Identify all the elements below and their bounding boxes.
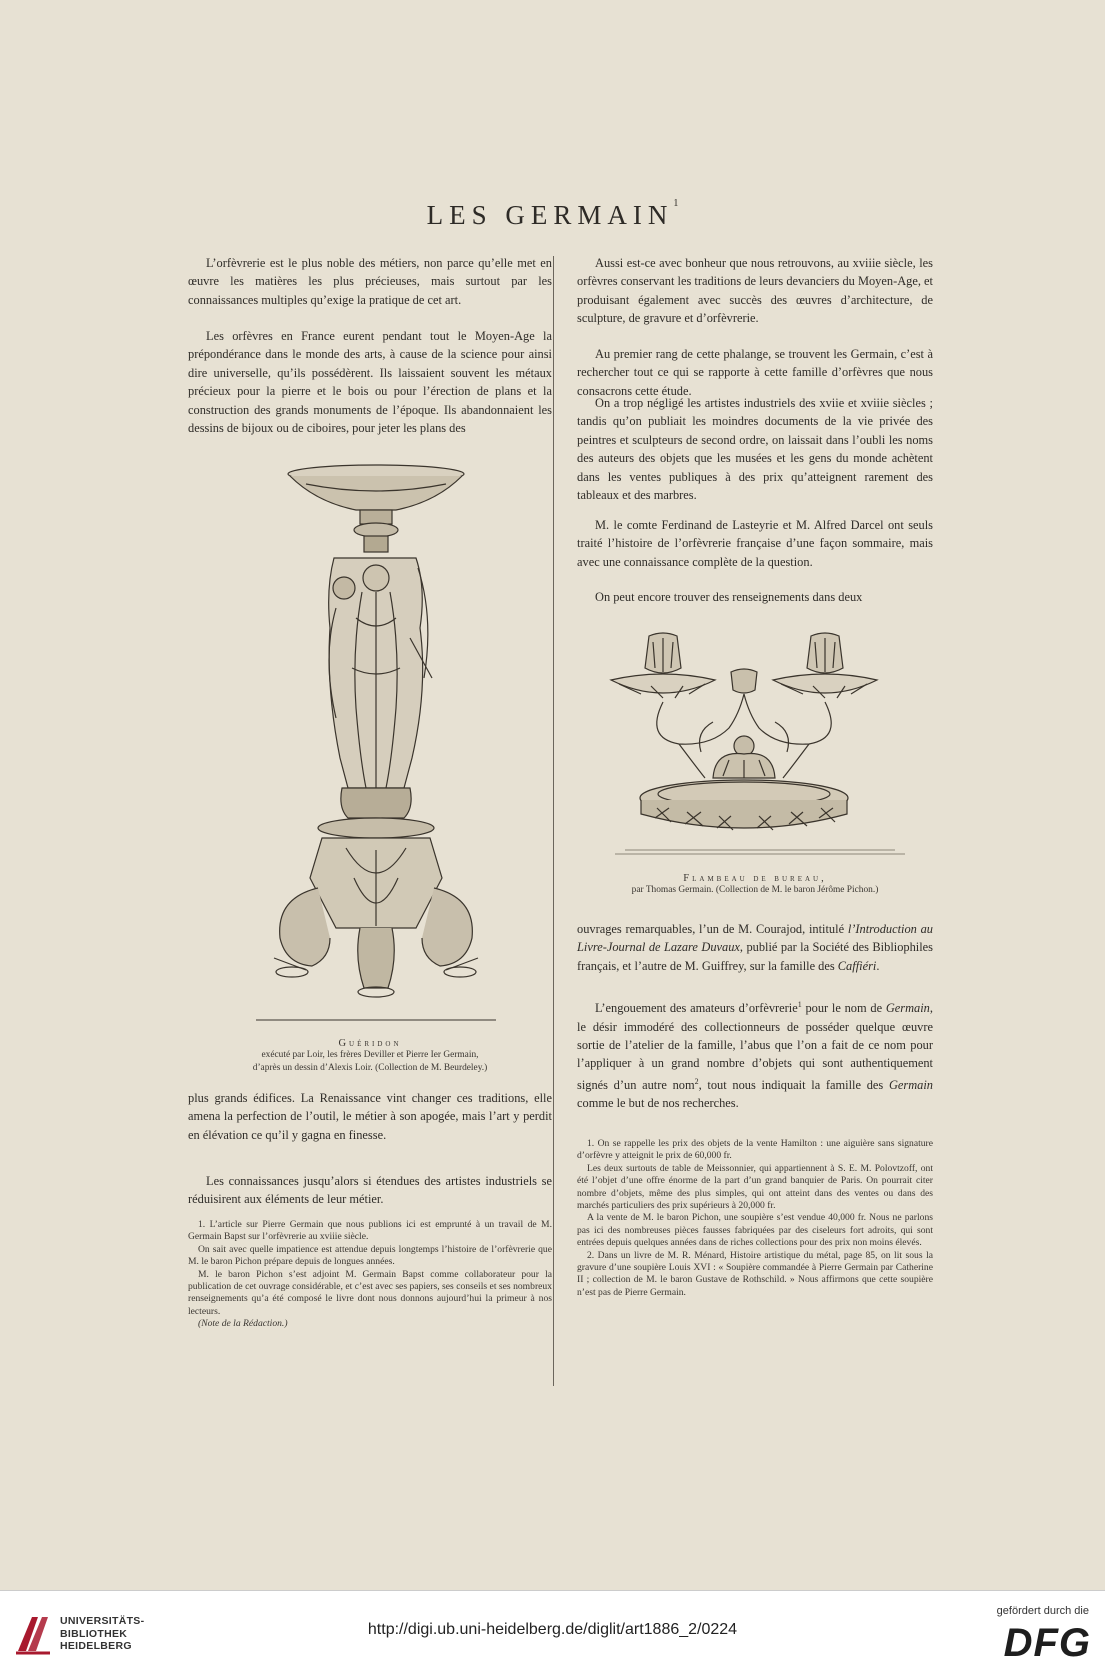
flambeau-caption — [577, 873, 933, 897]
right-paragraph-2: Au premier rang de cette phalange, se trouvent les Germain, c’est à rechercher tout ce qui se rapporte à cette famille d’orfèvres que nous consacrons cette étude. — [577, 347, 933, 398]
footnote-ref-1: 1 — [797, 1000, 802, 1009]
flambeau-caption-title: Flambeau de bureau, — [683, 873, 827, 884]
page-url-link[interactable]: http://digi.ub.uni-heidelberg.de/diglit/art1886_2/0224 — [367, 1621, 738, 1638]
gueridon-caption-line-2: d’après un dessin d’Alexis Loir. (Collection de M. Beurdeley.) — [252, 1063, 488, 1073]
funded-by-label: gefördert durch die — [996, 1605, 1089, 1617]
footnote-1-para-2: On sait avec quelle impatience est attendue depuis longtemps l’histoire de l’orfèvrerie que M. le baron Pichon prépare depuis de longues années. — [188, 1243, 552, 1268]
flambeau-caption-line-1: par Thomas Germain. (Collection de M. le baron Jérôme Pichon.) — [631, 885, 879, 895]
flambeau-illustration — [605, 628, 915, 860]
page-title: LES GERMAIN$^1$ — [426, 198, 679, 230]
left-footnotes — [188, 1219, 552, 1331]
right-paragraph-5: On peut encore trouver des renseignements dans deux — [595, 590, 863, 604]
left-paragraph-1: L’orfèvrerie est le plus noble des métiers, non parce qu’elle met en œuvre les matières les plus précieuses, mais surtout par les connaissances multiples qu’exige la pratique de cet art. — [188, 256, 552, 307]
footnote-1-signature: (Note de la Rédaction.) — [198, 1318, 288, 1330]
left-paragraph-4: Les connaissances jusqu’alors si étendues des artistes industriels se réduisirent aux éléments de leur métier. — [188, 1174, 552, 1207]
left-paragraph-3: plus grands édifices. La Renaissance vint changer ces traditions, elle amena la perfection de l’outil, le métier à son apogée, mais l’art y perdit en élévation ce qu’il y gagna en finesse. — [188, 1091, 552, 1142]
gueridon-illustration — [256, 458, 496, 1024]
footnote-1-para-3: M. le baron Pichon s’est adjoint M. Germain Bapst comme collaborateur pour la publication de cet ouvrage considérable, et c’est avec ses papiers, ses conseils et ses nombreux renseignements qu’a été composé le livre dont nous donnons aujourd’hui la primeur à nos lecteurs. — [188, 1268, 552, 1317]
right-paragraph-1: Aussi est-ce avec bonheur que nous retrouvons, au xviiie siècle, les orfèvres conservant les traditions de leurs devanciers du Moyen-Age, et produisant également avec succès des œuvres d’architecture, de sculpture, de gravure et d’orfèvrerie. — [577, 256, 933, 326]
footnote-2: 1. On se rappelle les prix des objets de la vente Hamilton : une aiguière sans signature d’orfèvre y atteignit le prix de 60,000 fr. — [577, 1138, 933, 1162]
right-footnotes — [577, 1138, 933, 1299]
footnote-ref-2: 2 — [694, 1076, 699, 1086]
footnote-2-para-3: A la vente de M. le baron Pichon, une soupière s’est vendue 40,000 fr. Nous ne parlons pas ici des nombreuses pièces fausses fabriquées par des ciseleurs fort adroits, qui sont entrées depuis quelques années dans de riches collections pour des prix non moins élevés. — [577, 1212, 933, 1249]
gueridon-caption — [188, 1038, 552, 1075]
library-name: UNIVERSITÄTS- BIBLIOTHEK HEIDELBERG — [60, 1615, 145, 1652]
left-paragraph-2: Les orfèvres en France eurent pendant tout le Moyen-Age la prépondérance dans le monde des arts, à cause de la science pour ainsi dire universelle, qu’ils possédèrent. Ils laissaient souvent les métaux précieux pour la pierre et le bois ou pour l’érection de plans et la construction des grands monuments de l’époque. Ils abandonnaient les dessins de bijoux ou de ciboires, pour jeter les plans des — [188, 329, 552, 436]
gueridon-caption-title: Guéridon — [338, 1038, 402, 1049]
right-paragraph-7: L’engouement des amateurs d’orfèvrerie$^1$ pour le nom de Germain, le désir immodéré des collectionneurs de posséder quelque œuvre sortie de l’atelier de la famille, l’abus que l’on a fait de ce nom pour l’appliquer à un grand nombre d’objets qui sont authentiquement signés d’un autre nom$^2$, tout nous indiquait la famille des Germain comme le but de nos recherches. — [577, 1000, 933, 1111]
footnote-3: 2. Dans un livre de M. R. Ménard, Histoire artistique du métal, page 85, on lit sous la gravure d’une soupière Louis XVI : « Soupière commandée à Pierre Germain par Catherine II ; collection de M. le baron Gustave de Rothschild. » Nous affirmons que cette soupière n’est pas de Pierre Germain. — [577, 1249, 933, 1298]
right-paragraph-3: On a trop négligé les artistes industriels des xviie et xviiie siècles ; tandis qu’on publiait les moindres documents de la vie privée des peintres et sculpteurs de second ordre, on laissait dans l’oubli les noms des auteurs des objets que les musées et les gens du monde achètent dans les ventes publiques à des prix qu’atteignent rarement des tableaux et des marbres. — [577, 396, 933, 503]
gueridon-caption-line-1: exécuté par Loir, les frères Deviller et Pierre Ier Germain, — [261, 1050, 479, 1060]
footnote-1: 1. L’article sur Pierre Germain que nous publions ici est emprunté à un travail de M. Germain Bapst sur l’orfèvrerie au xviiie siècle. — [188, 1219, 552, 1243]
digitization-footer — [0, 1590, 1105, 1677]
title-footnote-ref: 1 — [673, 198, 679, 209]
column-divider — [553, 256, 554, 1386]
right-paragraph-6: ouvrages remarquables, l’un de M. Courajod, intitulé l’Introduction au Livre-Journal de Lazare Duvaux, publié par la Société des Bibliophiles français, et l’autre de M. Guiffrey, sur la famille des Caffiéri. — [577, 922, 933, 973]
dfg-logo: DFG — [1003, 1621, 1091, 1665]
footnote-2-para-2: Les deux surtouts de table de Meissonnier, qui appartiennent à S. E. M. Polovtzoff, ont été l’objet d’une offre énorme de la part d’un grand banquier de Paris. On pourrait citer nombre d’objets, même des plus simples, qui ont atteint dans des ventes ou dans des marchés particuliers des prix supérieurs à 20,000 fr. — [577, 1162, 933, 1212]
right-paragraph-4: M. le comte Ferdinand de Lasteyrie et M. Alfred Darcel ont seuls traité l’histoire de l’orfèvrerie française d’une façon sommaire, mais avec une connaissance complète de la question. — [577, 518, 933, 569]
